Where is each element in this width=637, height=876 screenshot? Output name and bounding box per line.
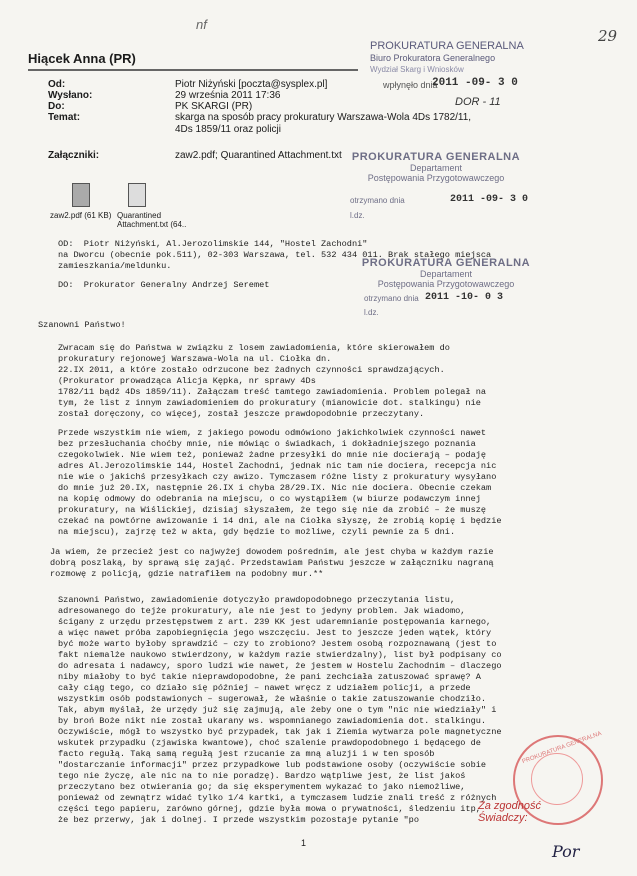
stamp2-line1: PROKURATURA GENERALNA: [361, 257, 531, 269]
pdf-file-name[interactable]: zaw2.pdf (61 KB): [50, 211, 112, 220]
to-value: PK SKARGI (PR): [175, 101, 253, 112]
received-label: wpłynęło dnia: [383, 80, 438, 90]
office-stamp-line1: PROKURATURA GENERALNA: [370, 40, 524, 52]
registration-mark: DOR - 11: [455, 96, 501, 108]
sender-name: Hiącek Anna (PR): [28, 51, 136, 66]
stamp2-ldz: l.dz.: [364, 308, 379, 317]
received-date: 2011 -09- 3 0: [432, 77, 518, 89]
stamp2-received-label: otrzymano dnia: [364, 294, 419, 303]
handwritten-page-number: 29: [598, 27, 618, 45]
office-stamp: [370, 40, 524, 76]
certification-line1: Za zgodność: [478, 800, 541, 812]
subject-label: Temat:: [48, 112, 81, 123]
official-seal-inner: [531, 753, 583, 805]
department-stamp-1: [346, 151, 526, 183]
stamp2-line3: Postępowania Przygotowawczego: [377, 279, 515, 289]
paragraph-3: Ja wiem, że przecież jest co najwyżej dowodem pośrednim, ale jest chyba w każdym razie dobrą poszlaką, by sprawą się zająć. Przedstawiam Państwu jeszcze w załączniku nagraną rozmowę z policją, gdzie natrafiłem na podobny mur.**: [50, 547, 494, 579]
signature: Por: [552, 842, 580, 861]
from-label: Od:: [48, 79, 66, 90]
subject-value: skarga na sposób pracy prokuratury Warszawa-Wola 4Ds 1782/11, 4Ds 1859/11 oraz policji: [175, 112, 472, 135]
attachments-label: Załączniki:: [48, 150, 100, 161]
salutation: Szanowni Państwo!: [38, 320, 126, 330]
certification-note: [478, 800, 541, 824]
stamp1-ldz: l.dz.: [350, 211, 365, 220]
to-block: DO: Prokurator Generalny Andrzej Seremet: [58, 280, 270, 290]
paragraph-4: Szanowni Państwo, zawiadomienie dotyczyło prawdopodobnego przeczytania listu, adresowanego do tejże prokuratury, ale nie jest to jedyny problem. Jak wiadomo, ścigany z urzędu przestępstwem z art. 239 KK jest udaremnianie postępowania karnego, a więc nawet próba zapobiegnięcia jego wszczęciu. Jest to jeszcze jeden wątek, który być może warto byłoby sprawdzić – czy to zrobiono? Jestem osobą rozpoznawaną (jest to fakt niemalże naukowo stwierdzony, w każdym razie stwierdzalny), list był podpisany co do adresata i nadawcy, sporo ludzi wie nawet, że jestem w Hostelu Zachodnim – dlaczego niby miałoby to być takie nieprawdopodobne, że pani zechciała zatuszować sprawę? A cały ciąg tego, co działo się później – nawet wręcz z udziałem policji, a przede wszystkim osób podstawionych – sugerował, że właśnie o takie zatuszowanie chodziło. Tak, abym myślał, że urzędy już się zajmują, ale żeby one o tym "nic nie wiedziały" i by broń Boże nikt nie został ukarany ws. wspomnianego zawiadomienia dot. stalkingu. Oczywiście, mógł to wszystko być przypadek, tak jak i Ziemia wytwarza pole magnetyczne wskutek przypadku (zjawiska kwantowe), choć szalenie prawdopodobnego i będącego de facto regułą. Taką samą regułą jest rzucanie za mną aluzji i w ten sposób "dostarczanie informacji" przez przypadkowe lub podstawione osoby (oczywiście sobie tego nie życzę, ale nic na to nie poradzę). Bardzo wątpliwe jest, że list jakoś przeczytano bez otwierania go; da się eksperymentem wykazać to jako niemożliwe, ponieważ od zewnątrz widać tylko 1/4 kartki, a tymczasem ludzie znali treść z różnych części tego papieru, zarówno górnej, gdzie była mowa o prywatności, śledzeniu itp, że bez przerwy, jak i dolnej. I przede wszystkim pozostaje pytanie "po: [58, 595, 502, 825]
certification-line2: Świadczy:: [478, 812, 528, 824]
corner-handwritten-mark: nf: [196, 17, 207, 32]
stamp2-line2: Departament: [419, 269, 473, 279]
office-stamp-line2: Biuro Prokuratora Generalnego: [370, 53, 496, 63]
stamp1-line3: Postępowania Przygotowawczego: [367, 173, 505, 183]
page-number: 1: [301, 838, 307, 848]
from-value: Piotr Niżyński [poczta@sysplex.pl]: [175, 79, 328, 90]
to-label: Do:: [48, 101, 65, 112]
text-file-icon[interactable]: [128, 183, 146, 207]
stamp1-received-label: otrzymano dnia: [350, 196, 405, 205]
sender-divider: [28, 69, 358, 71]
from-block: OD: Piotr Niżyński, Al.Jerozolimskie 144, "Hostel Zachodni" na Dworcu (obecnie pok.511), 02-303 Warszawa, tel. 532 434 011. Brak stałego miejsca zamieszkania/meldunku.: [58, 239, 492, 271]
pdf-file-icon[interactable]: [72, 183, 90, 207]
text-file-name[interactable]: Quarantined Attachment.txt (64..: [117, 211, 187, 229]
sent-label: Wysłano:: [48, 90, 93, 101]
stamp2-date: 2011 -10- 0 3: [425, 292, 504, 303]
sent-value: 29 września 2011 17:36: [175, 90, 281, 101]
office-stamp-line3: Wydział Skarg i Wniosków: [370, 65, 464, 74]
seal-text: PROKURATURA GENERALNA: [521, 730, 603, 766]
stamp1-date: 2011 -09- 3 0: [450, 194, 529, 205]
attachments-value: zaw2.pdf; Quarantined Attachment.txt: [175, 150, 342, 161]
paragraph-1: Zwracam się do Państwa w związku z losem zawiadomienia, które skierowałem do prokuratury rejonowej Warszawa-Wola na ul. Ciołka dn. 22.IX 2011, a które zostało odrzucone bez żadnych czynności sprawdzających. (Prokurator prowadząca Alicja Kępka, nr sprawy 4Ds 1782/11 bądź 4Ds 1859/11). Załączam treść tamtego zawiadomienia. Problem polegał na tym, że list z innym zawiadomieniem do prokuratury (mianowicie dot. stalkingu) nie został doręczony, co więcej, został jeszcze prawdopodobnie przeczytany.: [58, 343, 487, 419]
stamp1-line2: Departament: [409, 163, 463, 173]
stamp1-line1: PROKURATURA GENERALNA: [351, 151, 521, 163]
paragraph-2: Przede wszystkim nie wiem, z jakiego powodu odmówiono jakichkolwiek czynności nawet bez przesłuchania choćby mnie, nie mówiąc o świadkach, i dokładniejszego poznania czegokolwiek. Nie wiem też, ponieważ żadne przesyłki do mnie nie docierają – podaję adres Al.Jerozolimskie 144, Hostel Zachodni, jednak nic tam nie dociera, recepcja nic nie wie o jakichś przesyłkach czy awizo. Tymczasem różne listy z prokuratury wysyłano do mnie już 20.IX, następnie 26.IX i chyba 28/29.IX. Nic nie dociera. Obecnie czekam na kopię odmowy do odebrania na miejscu, o co wystąpiłem (w biurze podawczym innej prokuratury, na Wiślickiej, dzisiaj słyszałem, że tego się nie da zrobić – że muszę czekać na powtórne awizowanie i 14 dni, ale na Ciołka słyszę, że zrobią kopię i będzie na miejscu), zajrzę też w akta, gdy będzie to możliwe, czyli pewnie za 5 dni.: [58, 428, 502, 537]
